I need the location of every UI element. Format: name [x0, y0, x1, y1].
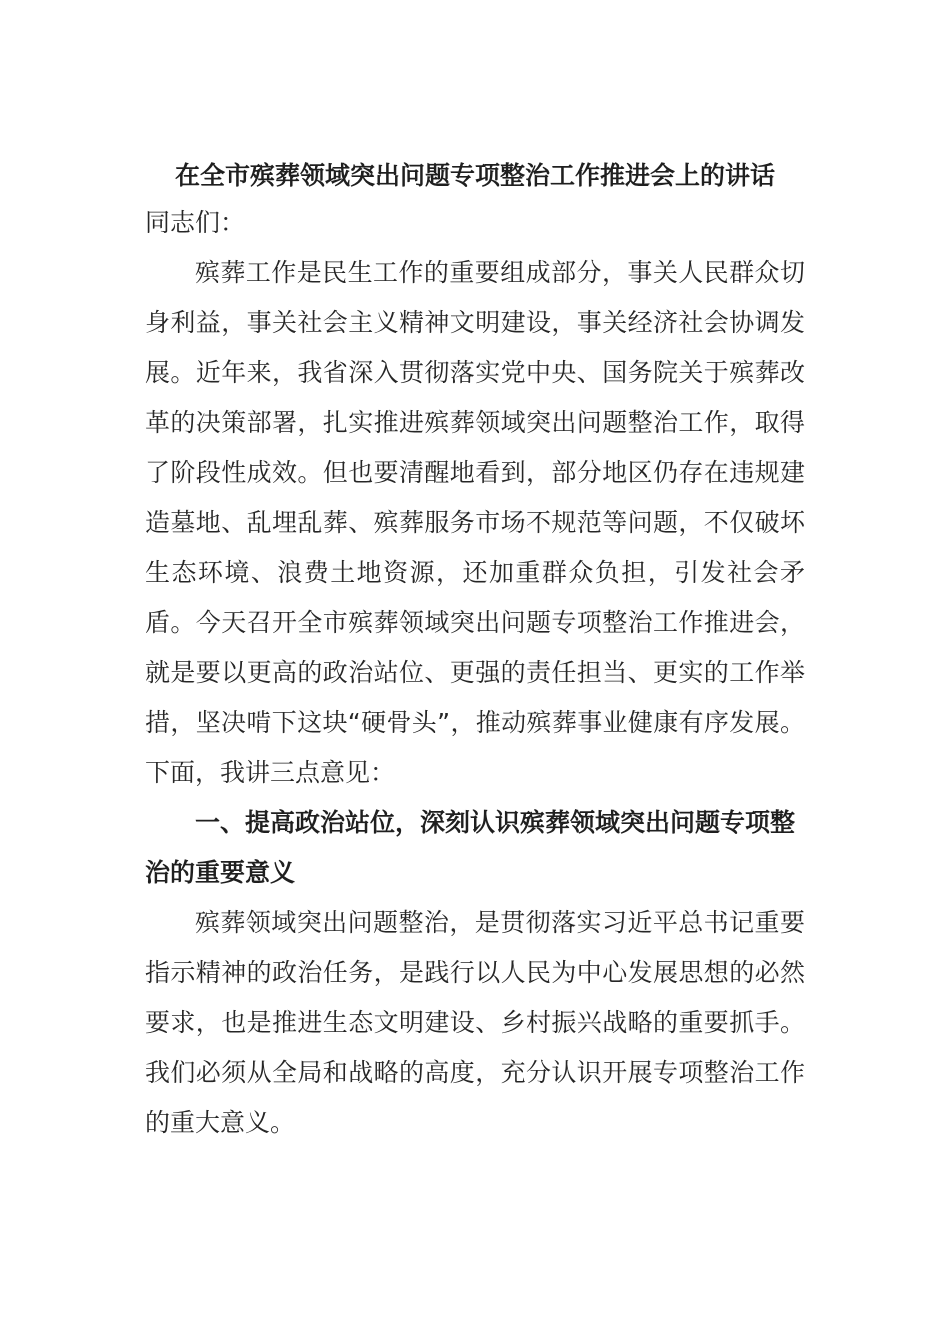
intro-paragraph: 殡葬工作是民生工作的重要组成部分，事关人民群众切身利益，事关社会主义精神文明建设，事关经济社会协调发展。近年来，我省深入贯彻落实党中央、国务院关于殡葬改革的决策部署，扎实推进殡葬领域突出问题整治工作，取得了阶段性成效。但也要清醒地看到，部分地区仍存在违规建造墓地、乱埋乱葬、殡葬服务市场不规范等问题，不仅破坏生态环境、浪费土地资源，还加重群众负担，引发社会矛盾。今天召开全市殡葬领域突出问题专项整治工作推进会，就是要以更高的政治站位、更强的责任担当、更实的工作举措，坚决啃下这块“硬骨头”，推动殡葬事业健康有序发展。下面，我讲三点意见：: [145, 258, 805, 787]
section-1-paragraph: 殡葬领域突出问题整治，是贯彻落实习近平总书记重要指示精神的政治任务，是践行以人民为中心发展思想的必然要求，也是推进生态文明建设、乡村振兴战略的重要抓手。我们必须从全局和战略的高度，充分认识开展专项整治工作的重大意义。: [145, 908, 805, 1137]
salutation: 同志们：: [145, 208, 246, 237]
document-body: [145, 154, 805, 1148]
document-title: 在全市殡葬领域突出问题专项整治工作推进会上的讲话: [174, 161, 775, 190]
section-heading-1: 一、提高政治站位，深刻认识殡葬领域突出问题专项整治的重要意义: [145, 808, 796, 887]
